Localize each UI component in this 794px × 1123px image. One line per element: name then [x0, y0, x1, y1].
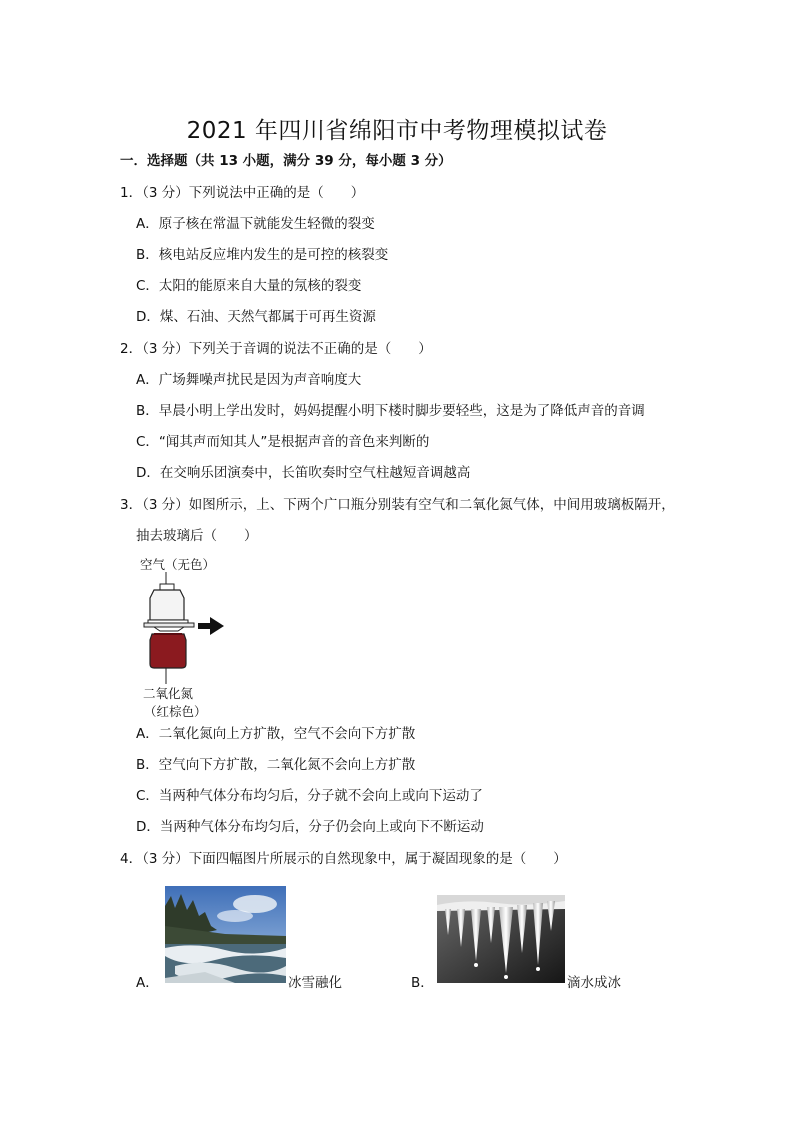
section-header: 一．选择题（共 13 小题，满分 39 分，每小题 3 分） — [120, 153, 452, 169]
question-3-option-c: C．当两种气体分布均匀后，分子就不会向上或向下运动了 — [136, 788, 483, 804]
air-jar-icon — [150, 584, 184, 620]
question-2-stem: 2．（3 分）下列关于音调的说法不正确的是（ ） — [120, 341, 432, 357]
figure-label-air: 空气（无色） — [140, 557, 216, 572]
right-arrow-icon — [198, 617, 224, 635]
question-3-option-b: B．空气向下方扩散，二氧化氮不会向上方扩散 — [136, 757, 416, 773]
question-2-option-a: A．广场舞噪声扰民是因为声音响度大 — [136, 372, 362, 388]
question-2-option-c: C．“闻其声而知其人”是根据声音的音色来判断的 — [136, 434, 430, 450]
question-4-option-a-caption: 冰雪融化 — [288, 975, 342, 991]
question-4-stem: 4．（3 分）下面四幅图片所展示的自然现象中，属于凝固现象的是（ ） — [120, 851, 567, 867]
question-1-stem: 1．（3 分）下列说法中正确的是（ ） — [120, 185, 365, 201]
gas-jar-diagram — [130, 572, 240, 692]
question-4-option-b-caption: 滴水成冰 — [567, 975, 621, 991]
question-4-option-b-letter: B． — [411, 975, 434, 991]
page-title: 2021 年四川省绵阳市中考物理模拟试卷 — [186, 118, 608, 144]
glass-plate-icon — [144, 620, 194, 631]
question-1-option-c: C．太阳的能原来自大量的氖核的裂变 — [136, 278, 362, 294]
question-1-option-b: B．核电站反应堆内发生的是可控的核裂变 — [136, 247, 389, 263]
no2-jar-icon — [150, 634, 186, 668]
question-3-option-a: A．二氧化氮向上方扩散，空气不会向下方扩散 — [136, 726, 416, 742]
question-3-stem-line-1: 3．（3 分）如图所示，上、下两个广口瓶分别装有空气和二氧化氮气体，中间用玻璃板隔开， — [120, 497, 675, 513]
figure-label-no2-color: （红棕色） — [144, 704, 207, 719]
question-4-option-a-letter: A． — [136, 975, 159, 991]
icicles-photo — [437, 895, 565, 983]
question-3-stem-line-2: 抽去玻璃后（ ） — [136, 528, 258, 544]
question-2-option-d: D．在交响乐团演奏中，长笛吹奏时空气柱越短音调越高 — [136, 465, 471, 481]
question-1-option-a: A．原子核在常温下就能发生轻微的裂变 — [136, 216, 375, 232]
question-3-option-d: D．当两种气体分布均匀后，分子仍会向上或向下不断运动 — [136, 819, 484, 835]
figure-label-no2: 二氧化氮 — [143, 686, 194, 701]
question-1-option-d: D．煤、石油、天然气都属于可再生资源 — [136, 309, 376, 325]
melting-snow-photo — [165, 886, 286, 983]
question-2-option-b: B．早晨小明上学出发时，妈妈提醒小明下楼时脚步要轻些，这是为了降低声音的音调 — [136, 403, 645, 419]
